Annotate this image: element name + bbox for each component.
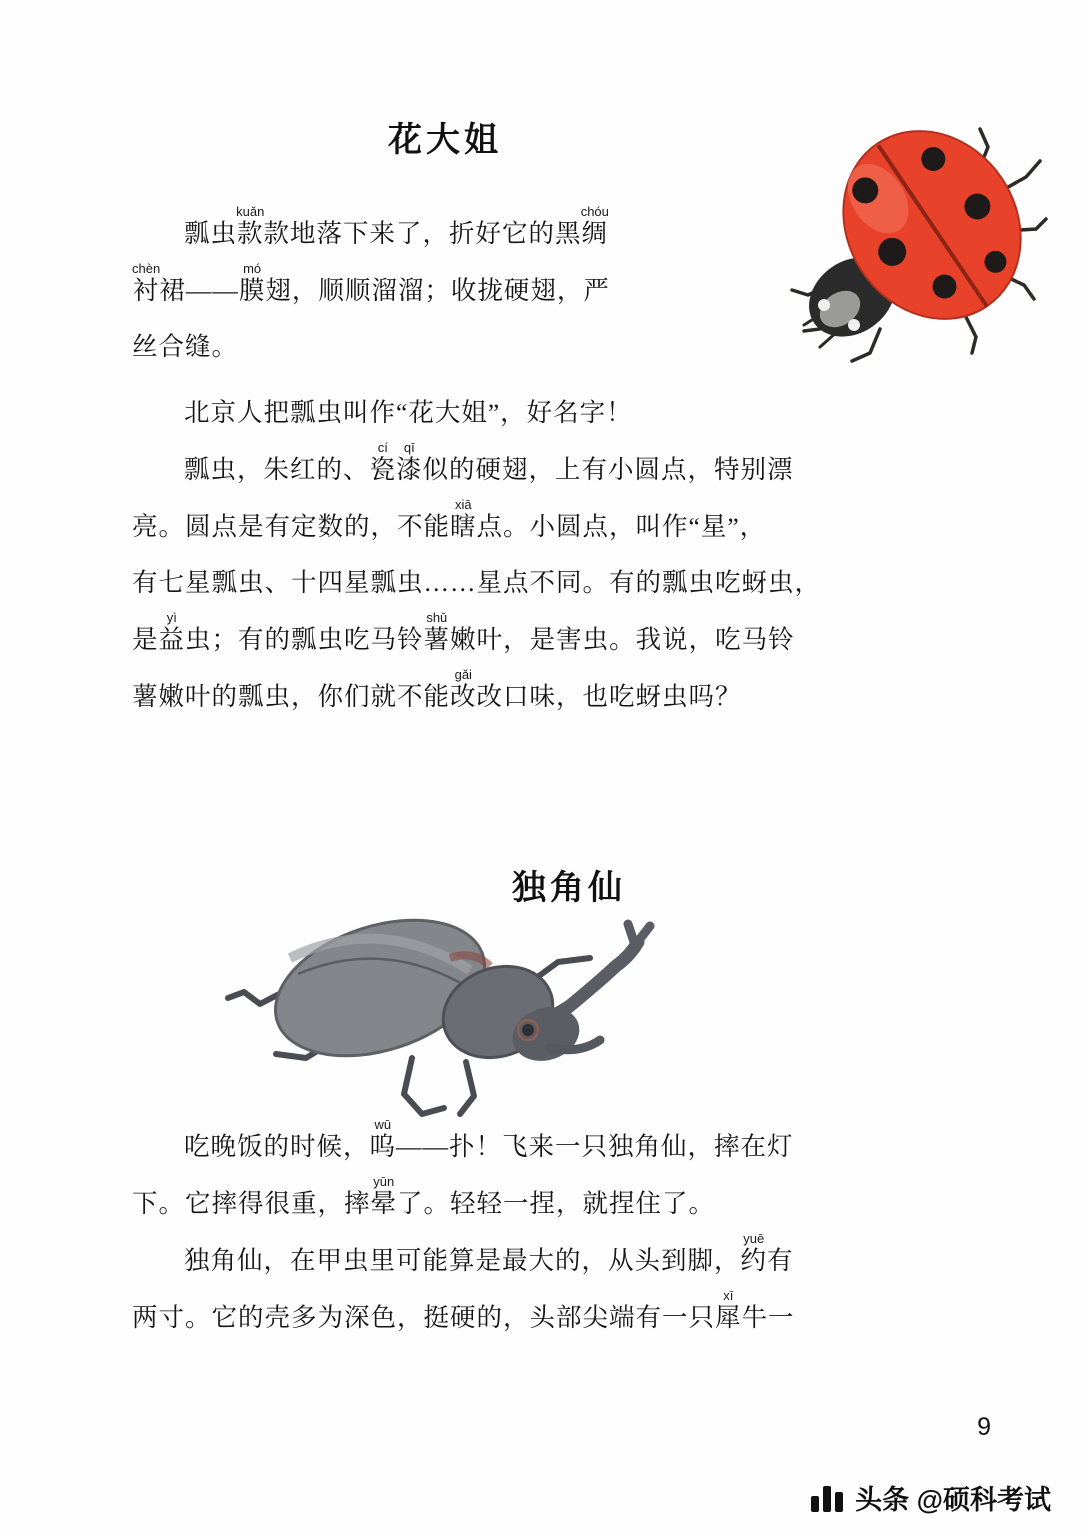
paragraph-line: 吃晚饭的时候，呜wū——扑！飞来一只独角仙，摔在灯 xyxy=(184,1117,794,1161)
paragraph-line: 两寸。它的壳多为深色，挺硬的，头部尖端有一只犀xī牛一 xyxy=(132,1288,795,1332)
pinyin-annotation: 漆qī xyxy=(396,440,423,484)
paragraph-line: 独角仙，在甲虫里可能算是最大的，从头到脚，约yuē有 xyxy=(184,1231,794,1275)
pinyin-annotation: 绸chóu xyxy=(580,204,609,248)
paragraph-line: 薯嫩叶的瓢虫，你们就不能改gǎi改口味，也吃蚜虫吗？ xyxy=(132,667,742,711)
ladybug-illustration xyxy=(780,85,1050,365)
pinyin-annotation: 犀xī xyxy=(715,1288,742,1332)
watermark-text: 头条 @硕科考试 xyxy=(855,1485,1051,1515)
pinyin-annotation: 晕yūn xyxy=(370,1174,398,1218)
paragraph-block-1 xyxy=(132,205,792,375)
pinyin-annotation: 益yì xyxy=(158,610,186,654)
section-title-dujiaoxian: 独角仙 xyxy=(512,870,626,907)
paragraph-line: 北京人把瓢虫叫作“花大姐”，好名字！ xyxy=(184,398,633,427)
toutiao-logo-icon xyxy=(811,1484,845,1512)
paragraph-line: 亮。圆点是有定数的，不能瞎xiā点。小圆点，叫作“星”， xyxy=(132,497,767,541)
pinyin-annotation: 约yuē xyxy=(740,1231,768,1275)
paragraph-line: 衬chèn裙——膜mó翅，顺顺溜溜；收拢硬翅，严 xyxy=(132,261,610,305)
pinyin-annotation: 瓷cí xyxy=(369,440,397,484)
page-number: 9 xyxy=(977,1413,991,1441)
pinyin-annotation: 瞎xiā xyxy=(450,497,477,541)
rhinoceros-beetle-illustration xyxy=(198,862,668,1127)
pinyin-annotation: 膜mó xyxy=(238,261,266,305)
pinyin-annotation: 衬chèn xyxy=(132,261,161,305)
paragraph-line: 有七星瓢虫、十四星瓢虫……星点不同。有的瓢虫吃蚜虫， xyxy=(132,568,822,597)
paragraph-line: 是益yì虫；有的瓢虫吃马铃薯shǔ嫩叶，是害虫。我说，吃马铃 xyxy=(132,610,795,654)
paragraph-block-3 xyxy=(132,1118,962,1346)
paragraph-line: 下。它摔得很重，摔晕yūn了。轻轻一捏，就捏住了。 xyxy=(132,1174,716,1218)
watermark xyxy=(811,1478,1051,1517)
paragraph-line: 瓢虫，朱红的、瓷cí漆qī似的硬翅，上有小圆点，特别漂 xyxy=(184,440,794,484)
paragraph-line: 瓢虫款kuǎn款地落下来了，折好它的黑绸chóu xyxy=(184,204,609,248)
pinyin-annotation: 款kuǎn xyxy=(236,204,265,248)
paragraph-block-2 xyxy=(132,385,952,725)
pinyin-annotation: 薯shǔ xyxy=(423,610,451,654)
paragraph-line: 丝合缝。 xyxy=(132,332,239,361)
pinyin-annotation: 改gǎi xyxy=(450,667,477,711)
section-title-huadajie: 花大姐 xyxy=(388,122,502,159)
pinyin-annotation: 呜wū xyxy=(369,1117,397,1161)
